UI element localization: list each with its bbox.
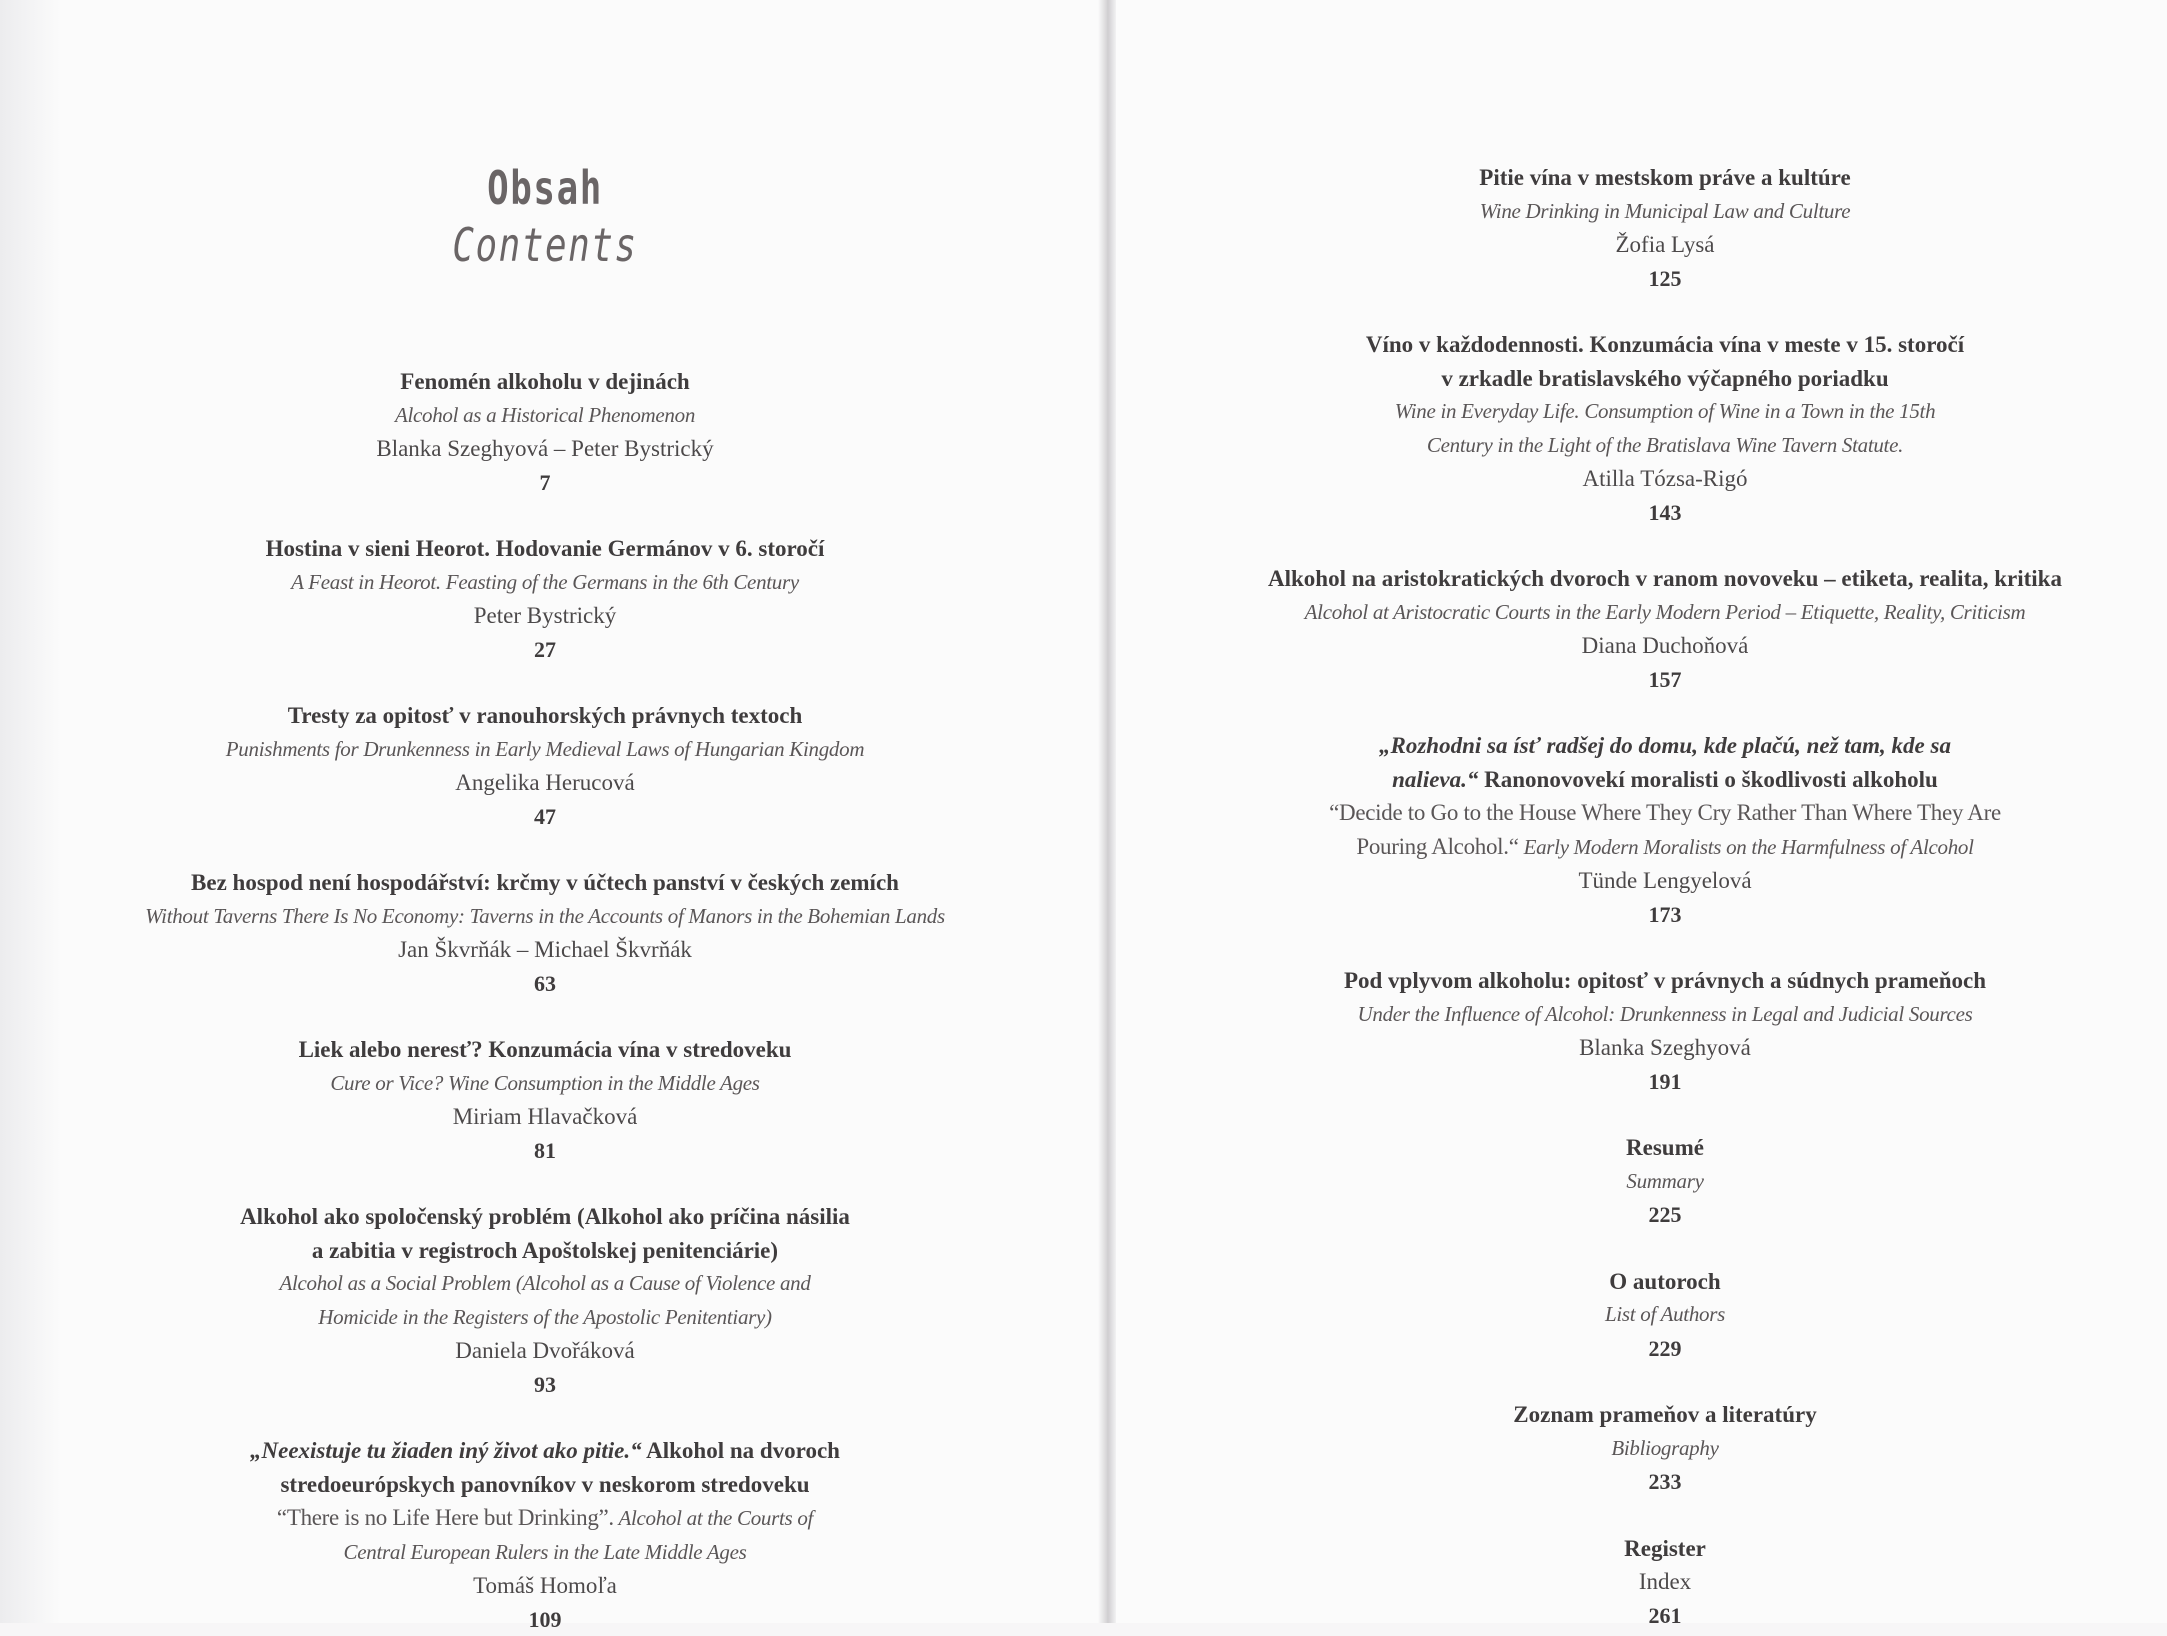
- entry-english-rest: Alcohol at the Courts of: [614, 1506, 813, 1530]
- toc-entry: [1190, 729, 2140, 931]
- entry-title: Liek alebo neresť? Konzumácia vína v stredoveku: [0, 1033, 1090, 1067]
- entry-english-title-line-1: “Decide to Go to the House Where They Cry Rather Than Where They Are: [1190, 796, 2140, 830]
- entry-english-title: Alcohol as a Historical Phenomenon: [0, 399, 1090, 433]
- entry-page-number: 157: [1190, 663, 2140, 697]
- entry-title-line-1: [0, 1434, 1090, 1468]
- toc-entry: [0, 699, 1090, 833]
- heading-title: Obsah: [120, 160, 970, 216]
- entry-english-title-line-2: Central European Rulers in the Late Middle Ages: [0, 1536, 1090, 1570]
- toc-entry: [1190, 1398, 2140, 1499]
- entry-english-title: Bibliography: [1190, 1432, 2140, 1466]
- entry-title: Register: [1190, 1532, 2140, 1566]
- entry-english-title: Index: [1190, 1565, 2140, 1599]
- entry-english-title-line-1: [0, 1501, 1090, 1536]
- entry-english-title-line-2: Century in the Light of the Bratislava Wine Tavern Statute.: [1190, 429, 2140, 463]
- entry-author: Angelika Herucová: [0, 766, 1090, 800]
- entry-title: Bez hospod není hospodářství: krčmy v účtech panství v českých zemích: [0, 866, 1090, 900]
- entry-english-title: Alcohol at Aristocratic Courts in the Early Modern Period – Etiquette, Reality, Criticism: [1190, 596, 2140, 630]
- entry-title: O autoroch: [1190, 1265, 2140, 1299]
- entry-author: Blanka Szeghyová: [1190, 1031, 2140, 1065]
- entry-title: Pitie vína v mestskom práve a kultúre: [1190, 161, 2140, 195]
- toc-entry: [0, 866, 1090, 1000]
- entry-english-title: Cure or Vice? Wine Consumption in the Middle Ages: [0, 1067, 1090, 1101]
- entry-author: Tomáš Homoľa: [0, 1569, 1090, 1603]
- entry-page-number: 173: [1190, 898, 2140, 932]
- entry-english-title: List of Authors: [1190, 1298, 2140, 1332]
- contents-heading: [0, 160, 1090, 274]
- entry-author: Diana Duchoňová: [1190, 629, 2140, 663]
- entry-page-number: 47: [0, 800, 1090, 834]
- entry-english-title-line-2: [1190, 830, 2140, 865]
- entry-title-rest: Ranonovovekí moralisti o škodlivosti alkoholu: [1478, 767, 1937, 792]
- toc-entry: [1190, 562, 2140, 696]
- entry-author: Peter Bystrický: [0, 599, 1090, 633]
- entry-author: Tünde Lengyelová: [1190, 864, 2140, 898]
- entry-title-line-1: Alkohol ako spoločenský problém (Alkohol ako príčina násilia: [0, 1200, 1090, 1234]
- entry-page-number: 27: [0, 633, 1090, 667]
- heading-subtitle: Contents: [120, 216, 970, 274]
- toc-entry: [0, 1434, 1090, 1636]
- entry-english-quote-end: Pouring Alcohol.“: [1356, 834, 1518, 859]
- entry-author: Miriam Hlavačková: [0, 1100, 1090, 1134]
- entry-author: Jan Škvrňák – Michael Škvrňák: [0, 933, 1090, 967]
- toc-entry: [0, 1200, 1090, 1401]
- entry-title-line-2: a zabitia v registroch Apoštolskej penitenciárie): [0, 1234, 1090, 1268]
- entry-english-title-line-1: Alcohol as a Social Problem (Alcohol as a Cause of Violence and: [0, 1267, 1090, 1301]
- toc-entry: [1190, 328, 2140, 529]
- entry-title: Hostina v sieni Heorot. Hodovanie Germánov v 6. storočí: [0, 532, 1090, 566]
- entry-title-line-2: [1190, 763, 2140, 797]
- toc-right-column: [1190, 161, 2140, 1632]
- book-gutter: [1098, 0, 1116, 1623]
- entry-english-title-line-2: Homicide in the Registers of the Apostolic Penitentiary): [0, 1301, 1090, 1335]
- toc-entry: [0, 1033, 1090, 1167]
- entry-title: Resumé: [1190, 1131, 2140, 1165]
- entry-page-number: 261: [1190, 1599, 2140, 1633]
- entry-page-number: 109: [0, 1603, 1090, 1636]
- entry-english-quote: “There is no Life Here but Drinking”.: [277, 1505, 614, 1530]
- entry-author: Žofia Lysá: [1190, 228, 2140, 262]
- entry-page-number: 225: [1190, 1198, 2140, 1232]
- entry-title-quote: „Neexistuje tu žiaden iný život ako pitie.“: [250, 1438, 642, 1463]
- entry-title-line-2: v zrkadle bratislavského výčapného poriadku: [1190, 362, 2140, 396]
- entry-english-rest: Early Modern Moralists on the Harmfulness of Alcohol: [1519, 835, 1974, 859]
- toc-entry: [0, 532, 1090, 666]
- toc-entry: [0, 365, 1090, 499]
- entry-page-number: 63: [0, 967, 1090, 1001]
- entry-english-title: A Feast in Heorot. Feasting of the Germans in the 6th Century: [0, 566, 1090, 600]
- entry-english-title-line-1: Wine in Everyday Life. Consumption of Wine in a Town in the 15th: [1190, 395, 2140, 429]
- entry-english-title: Without Taverns There Is No Economy: Taverns in the Accounts of Manors in the Bohemian Lands: [0, 900, 1090, 934]
- entry-title: Alkohol na aristokratických dvoroch v ranom novoveku – etiketa, realita, kritika: [1190, 562, 2140, 596]
- entry-english-title: Wine Drinking in Municipal Law and Culture: [1190, 195, 2140, 229]
- entry-page-number: 93: [0, 1368, 1090, 1402]
- entry-page-number: 125: [1190, 262, 2140, 296]
- toc-left-column: [0, 365, 1090, 1636]
- entry-title-line-2: stredoeurópskych panovníkov v neskorom stredoveku: [0, 1468, 1090, 1502]
- toc-entry: [1190, 1265, 2140, 1366]
- entry-english-title: Summary: [1190, 1165, 2140, 1199]
- entry-english-title: Punishments for Drunkenness in Early Medieval Laws of Hungarian Kingdom: [0, 733, 1090, 767]
- toc-entry: [1190, 1131, 2140, 1232]
- entry-author: Atilla Tózsa-Rigó: [1190, 462, 2140, 496]
- entry-page-number: 191: [1190, 1065, 2140, 1099]
- entry-title-quote-end: nalieva.“: [1392, 767, 1478, 792]
- entry-page-number: 229: [1190, 1332, 2140, 1366]
- entry-english-title: Under the Influence of Alcohol: Drunkenness in Legal and Judicial Sources: [1190, 998, 2140, 1032]
- entry-page-number: 7: [0, 466, 1090, 500]
- toc-entry: [1190, 964, 2140, 1098]
- entry-title-line-1: Víno v každodennosti. Konzumácia vína v meste v 15. storočí: [1190, 328, 2140, 362]
- entry-author: Daniela Dvořáková: [0, 1334, 1090, 1368]
- entry-title-rest: Alkohol na dvoroch: [642, 1438, 840, 1463]
- entry-title-line-1: „Rozhodni sa ísť radšej do domu, kde plačú, než tam, kde sa: [1190, 729, 2140, 763]
- entry-page-number: 81: [0, 1134, 1090, 1168]
- entry-title: Pod vplyvom alkoholu: opitosť v právnych a súdnych prameňoch: [1190, 964, 2140, 998]
- toc-entry: [1190, 1532, 2140, 1633]
- entry-author: Blanka Szeghyová – Peter Bystrický: [0, 432, 1090, 466]
- entry-title: Tresty za opitosť v ranouhorských právnych textoch: [0, 699, 1090, 733]
- toc-entry: [1190, 161, 2140, 295]
- entry-page-number: 233: [1190, 1465, 2140, 1499]
- entry-title: Fenomén alkoholu v dejinách: [0, 365, 1090, 399]
- entry-page-number: 143: [1190, 496, 2140, 530]
- entry-title: Zoznam prameňov a literatúry: [1190, 1398, 2140, 1432]
